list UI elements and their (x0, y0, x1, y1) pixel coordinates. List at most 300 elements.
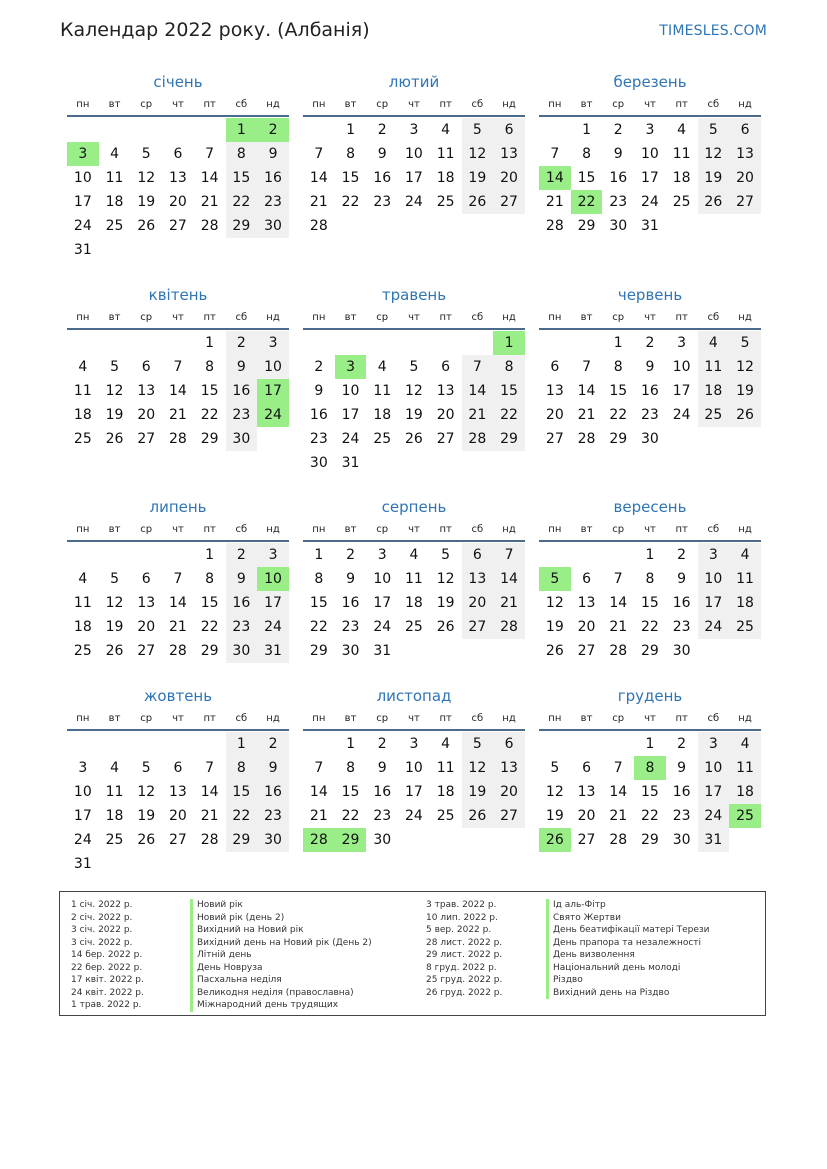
day-cell[interactable]: 7 (173, 359, 183, 375)
day-cell[interactable]: 22 (641, 808, 659, 824)
day-cell[interactable]: 10 (341, 383, 360, 399)
day-cell[interactable]: 4 (110, 760, 119, 776)
day-cell[interactable]: 4 (677, 122, 687, 138)
day-cell[interactable]: 6 (173, 760, 183, 776)
day-cell[interactable]: 10 (73, 784, 92, 800)
day-cell[interactable]: 5 (698, 118, 730, 142)
day-cell[interactable]: 27 (137, 431, 156, 447)
day-cell[interactable]: 13 (137, 595, 156, 611)
day-cell[interactable]: 17 (405, 784, 423, 800)
day-cell[interactable]: 25 (729, 804, 761, 828)
day-cell[interactable]: 2 (257, 118, 289, 142)
day-cell[interactable]: 7 (314, 760, 324, 776)
day-cell[interactable]: 7 (314, 146, 324, 162)
day-cell[interactable]: 30 (341, 643, 360, 659)
day-cell[interactable]: 2 (314, 359, 324, 375)
day-cell[interactable]: 19 (462, 166, 494, 190)
day-cell[interactable]: 24 (73, 218, 92, 234)
day-cell[interactable]: 19 (105, 407, 124, 423)
day-cell[interactable]: 21 (200, 808, 219, 824)
day-cell[interactable]: 29 (200, 643, 219, 659)
day-cell[interactable]: 7 (173, 571, 183, 587)
day-cell[interactable]: 9 (377, 760, 387, 776)
day-cell[interactable]: 4 (729, 543, 761, 567)
day-cell[interactable]: 28 (493, 615, 525, 639)
day-cell[interactable]: 11 (373, 383, 392, 399)
day-cell[interactable]: 4 (441, 122, 451, 138)
day-cell[interactable]: 1 (346, 122, 355, 138)
day-cell[interactable]: 22 (641, 619, 659, 635)
day-cell[interactable]: 17 (698, 591, 730, 615)
day-cell[interactable]: 21 (545, 194, 564, 210)
day-cell[interactable]: 30 (309, 455, 328, 471)
day-cell[interactable]: 19 (137, 194, 156, 210)
day-cell[interactable]: 7 (205, 760, 215, 776)
day-cell[interactable]: 3 (698, 732, 730, 756)
day-cell[interactable]: 9 (677, 571, 687, 587)
day-cell[interactable]: 30 (672, 643, 691, 659)
day-cell[interactable]: 5 (550, 760, 560, 776)
day-cell[interactable]: 26 (462, 804, 494, 828)
day-cell[interactable]: 30 (226, 639, 258, 663)
day-cell[interactable]: 13 (137, 383, 156, 399)
day-cell[interactable]: 3 (377, 547, 387, 563)
day-cell[interactable]: 4 (409, 547, 419, 563)
day-cell[interactable]: 9 (677, 760, 687, 776)
day-cell[interactable]: 11 (672, 146, 691, 162)
day-cell[interactable]: 21 (309, 808, 328, 824)
day-cell[interactable]: 8 (613, 359, 623, 375)
day-cell[interactable]: 29 (493, 427, 525, 451)
day-cell[interactable]: 5 (729, 331, 761, 355)
day-cell[interactable]: 4 (441, 736, 451, 752)
day-cell[interactable]: 19 (137, 808, 156, 824)
day-cell[interactable]: 28 (200, 832, 219, 848)
day-cell[interactable]: 22 (341, 808, 360, 824)
day-cell[interactable]: 26 (405, 431, 423, 447)
day-cell[interactable]: 1 (226, 732, 258, 756)
day-cell[interactable]: 13 (577, 595, 596, 611)
day-cell[interactable]: 19 (545, 619, 564, 635)
day-cell[interactable]: 18 (73, 619, 92, 635)
day-cell[interactable]: 30 (609, 218, 628, 234)
day-cell[interactable]: 24 (405, 808, 423, 824)
day-cell[interactable]: 7 (493, 543, 525, 567)
day-cell[interactable]: 14 (169, 595, 187, 611)
day-cell[interactable]: 14 (539, 166, 571, 190)
day-cell[interactable]: 7 (613, 571, 623, 587)
day-cell[interactable]: 25 (105, 218, 124, 234)
day-cell[interactable]: 23 (672, 619, 691, 635)
day-cell[interactable]: 17 (73, 194, 92, 210)
day-cell[interactable]: 14 (609, 784, 628, 800)
day-cell[interactable]: 19 (105, 619, 124, 635)
day-cell[interactable]: 6 (441, 359, 451, 375)
day-cell[interactable]: 11 (105, 170, 124, 186)
day-cell[interactable]: 3 (257, 331, 289, 355)
day-cell[interactable]: 20 (493, 166, 525, 190)
day-cell[interactable]: 2 (677, 547, 687, 563)
day-cell[interactable]: 27 (169, 218, 187, 234)
day-cell[interactable]: 27 (137, 643, 156, 659)
day-cell[interactable]: 15 (200, 595, 219, 611)
day-cell[interactable]: 12 (462, 756, 494, 780)
day-cell[interactable]: 18 (373, 407, 392, 423)
day-cell[interactable]: 6 (550, 359, 560, 375)
day-cell[interactable]: 1 (205, 547, 215, 563)
day-cell[interactable]: 3 (645, 122, 655, 138)
day-cell[interactable]: 12 (405, 383, 423, 399)
day-cell[interactable]: 26 (105, 643, 124, 659)
day-cell[interactable]: 11 (73, 595, 92, 611)
day-cell[interactable]: 14 (462, 379, 494, 403)
day-cell[interactable]: 20 (729, 166, 761, 190)
day-cell[interactable]: 19 (436, 595, 455, 611)
day-cell[interactable]: 12 (105, 383, 124, 399)
day-cell[interactable]: 1 (645, 736, 655, 752)
day-cell[interactable]: 23 (641, 407, 659, 423)
day-cell[interactable]: 10 (698, 756, 730, 780)
day-cell[interactable]: 15 (226, 780, 258, 804)
day-cell[interactable]: 10 (405, 760, 423, 776)
day-cell[interactable]: 15 (641, 784, 659, 800)
day-cell[interactable]: 6 (493, 118, 525, 142)
day-cell[interactable]: 29 (641, 643, 659, 659)
day-cell[interactable]: 10 (405, 146, 423, 162)
day-cell[interactable]: 6 (493, 732, 525, 756)
day-cell[interactable]: 28 (200, 218, 219, 234)
day-cell[interactable]: 15 (341, 170, 360, 186)
day-cell[interactable]: 16 (641, 383, 659, 399)
day-cell[interactable]: 25 (729, 615, 761, 639)
day-cell[interactable]: 1 (582, 122, 591, 138)
day-cell[interactable]: 9 (226, 355, 258, 379)
day-cell[interactable]: 12 (545, 784, 564, 800)
day-cell[interactable]: 8 (582, 146, 591, 162)
day-cell[interactable]: 22 (493, 403, 525, 427)
day-cell[interactable]: 9 (645, 359, 655, 375)
day-cell[interactable]: 24 (672, 407, 691, 423)
day-cell[interactable]: 17 (257, 591, 289, 615)
day-cell[interactable]: 18 (698, 379, 730, 403)
day-cell[interactable]: 14 (169, 383, 187, 399)
day-cell[interactable]: 21 (200, 194, 219, 210)
day-cell[interactable]: 6 (462, 543, 494, 567)
day-cell[interactable]: 6 (141, 571, 151, 587)
day-cell[interactable]: 13 (436, 383, 455, 399)
day-cell[interactable]: 14 (309, 170, 328, 186)
day-cell[interactable]: 5 (462, 118, 494, 142)
day-cell[interactable]: 23 (373, 808, 392, 824)
day-cell[interactable]: 10 (641, 146, 659, 162)
day-cell[interactable]: 24 (373, 619, 392, 635)
day-cell[interactable]: 19 (729, 379, 761, 403)
day-cell[interactable]: 22 (571, 190, 603, 214)
day-cell[interactable]: 20 (493, 780, 525, 804)
day-cell[interactable]: 5 (441, 547, 451, 563)
day-cell[interactable]: 18 (405, 595, 423, 611)
day-cell[interactable]: 30 (257, 214, 289, 238)
day-cell[interactable]: 26 (698, 190, 730, 214)
day-cell[interactable]: 14 (609, 595, 628, 611)
day-cell[interactable]: 16 (341, 595, 360, 611)
day-cell[interactable]: 21 (493, 591, 525, 615)
day-cell[interactable]: 8 (493, 355, 525, 379)
day-cell[interactable]: 29 (309, 643, 328, 659)
day-cell[interactable]: 16 (373, 170, 392, 186)
day-cell[interactable]: 22 (226, 804, 258, 828)
day-cell[interactable]: 11 (698, 355, 730, 379)
day-cell[interactable]: 4 (78, 359, 88, 375)
day-cell[interactable]: 26 (729, 403, 761, 427)
day-cell[interactable]: 12 (698, 142, 730, 166)
day-cell[interactable]: 20 (462, 591, 494, 615)
day-cell[interactable]: 11 (105, 784, 124, 800)
day-cell[interactable]: 16 (226, 591, 258, 615)
day-cell[interactable]: 6 (729, 118, 761, 142)
day-cell[interactable]: 26 (105, 431, 124, 447)
day-cell[interactable]: 25 (672, 194, 691, 210)
day-cell[interactable]: 27 (493, 804, 525, 828)
day-cell[interactable]: 28 (545, 218, 564, 234)
day-cell[interactable]: 7 (582, 359, 591, 375)
day-cell[interactable]: 25 (436, 194, 455, 210)
day-cell[interactable]: 26 (462, 190, 494, 214)
day-cell[interactable]: 24 (405, 194, 423, 210)
day-cell[interactable]: 30 (672, 832, 691, 848)
day-cell[interactable]: 20 (577, 808, 596, 824)
day-cell[interactable]: 8 (205, 359, 215, 375)
day-cell[interactable]: 15 (200, 383, 219, 399)
day-cell[interactable]: 14 (200, 784, 219, 800)
day-cell[interactable]: 27 (462, 615, 494, 639)
day-cell[interactable]: 8 (226, 756, 258, 780)
day-cell[interactable]: 13 (169, 784, 187, 800)
day-cell[interactable]: 20 (137, 407, 156, 423)
day-cell[interactable]: 29 (609, 431, 628, 447)
day-cell[interactable]: 11 (73, 383, 92, 399)
day-cell[interactable]: 23 (373, 194, 392, 210)
day-cell[interactable]: 2 (346, 547, 355, 563)
day-cell[interactable]: 24 (698, 615, 730, 639)
day-cell[interactable]: 29 (641, 832, 659, 848)
day-cell[interactable]: 23 (609, 194, 628, 210)
day-cell[interactable]: 6 (173, 146, 183, 162)
day-cell[interactable]: 18 (436, 784, 455, 800)
day-cell[interactable]: 1 (613, 335, 623, 351)
day-cell[interactable]: 21 (609, 619, 628, 635)
day-cell[interactable]: 1 (493, 331, 525, 355)
day-cell[interactable]: 17 (257, 379, 289, 403)
day-cell[interactable]: 31 (698, 828, 730, 852)
day-cell[interactable]: 24 (341, 431, 360, 447)
day-cell[interactable]: 30 (641, 431, 659, 447)
day-cell[interactable]: 11 (729, 756, 761, 780)
day-cell[interactable]: 8 (645, 571, 655, 587)
day-cell[interactable]: 3 (677, 335, 687, 351)
day-cell[interactable]: 19 (545, 808, 564, 824)
day-cell[interactable]: 12 (436, 571, 455, 587)
day-cell[interactable]: 13 (729, 142, 761, 166)
day-cell[interactable]: 17 (672, 383, 691, 399)
day-cell[interactable]: 16 (373, 784, 392, 800)
day-cell[interactable]: 9 (314, 383, 324, 399)
day-cell[interactable]: 8 (346, 760, 355, 776)
day-cell[interactable]: 7 (462, 355, 494, 379)
day-cell[interactable]: 9 (613, 146, 623, 162)
day-cell[interactable]: 23 (257, 804, 289, 828)
day-cell[interactable]: 20 (577, 619, 596, 635)
day-cell[interactable]: 12 (729, 355, 761, 379)
day-cell[interactable]: 25 (373, 431, 392, 447)
day-cell[interactable]: 5 (141, 760, 151, 776)
day-cell[interactable]: 31 (641, 218, 659, 234)
day-cell[interactable]: 13 (493, 142, 525, 166)
day-cell[interactable]: 8 (205, 571, 215, 587)
day-cell[interactable]: 18 (436, 170, 455, 186)
day-cell[interactable]: 4 (729, 732, 761, 756)
day-cell[interactable]: 28 (309, 218, 328, 234)
day-cell[interactable]: 30 (373, 832, 392, 848)
day-cell[interactable]: 16 (672, 595, 691, 611)
day-cell[interactable]: 8 (226, 142, 258, 166)
day-cell[interactable]: 26 (545, 643, 564, 659)
day-cell[interactable]: 10 (73, 170, 92, 186)
day-cell[interactable]: 27 (577, 832, 596, 848)
day-cell[interactable]: 22 (200, 407, 219, 423)
day-cell[interactable]: 11 (436, 146, 455, 162)
day-cell[interactable]: 28 (169, 431, 187, 447)
day-cell[interactable]: 28 (609, 643, 628, 659)
day-cell[interactable]: 15 (341, 784, 360, 800)
day-cell[interactable]: 19 (405, 407, 423, 423)
day-cell[interactable]: 22 (341, 194, 360, 210)
day-cell[interactable]: 4 (377, 359, 387, 375)
day-cell[interactable]: 5 (462, 732, 494, 756)
day-cell[interactable]: 25 (405, 619, 423, 635)
day-cell[interactable]: 26 (539, 828, 571, 852)
day-cell[interactable]: 10 (672, 359, 691, 375)
day-cell[interactable]: 24 (73, 832, 92, 848)
day-cell[interactable]: 1 (346, 736, 355, 752)
day-cell[interactable]: 6 (141, 359, 151, 375)
day-cell[interactable]: 7 (205, 146, 215, 162)
day-cell[interactable]: 19 (698, 166, 730, 190)
day-cell[interactable]: 20 (169, 194, 187, 210)
day-cell[interactable]: 22 (309, 619, 328, 635)
day-cell[interactable]: 27 (436, 431, 455, 447)
day-cell[interactable]: 28 (609, 832, 628, 848)
day-cell[interactable]: 3 (409, 736, 419, 752)
day-cell[interactable]: 3 (78, 760, 88, 776)
day-cell[interactable]: 13 (462, 567, 494, 591)
day-cell[interactable]: 29 (226, 214, 258, 238)
day-cell[interactable]: 21 (577, 407, 596, 423)
day-cell[interactable]: 22 (226, 190, 258, 214)
day-cell[interactable]: 4 (78, 571, 88, 587)
day-cell[interactable]: 18 (105, 808, 124, 824)
day-cell[interactable]: 13 (493, 756, 525, 780)
day-cell[interactable]: 17 (341, 407, 360, 423)
day-cell[interactable]: 24 (257, 615, 289, 639)
day-cell[interactable]: 10 (698, 567, 730, 591)
day-cell[interactable]: 16 (609, 170, 628, 186)
day-cell[interactable]: 25 (105, 832, 124, 848)
day-cell[interactable]: 27 (493, 190, 525, 214)
day-cell[interactable]: 19 (462, 780, 494, 804)
day-cell[interactable]: 29 (226, 828, 258, 852)
day-cell[interactable]: 24 (698, 804, 730, 828)
day-cell[interactable]: 31 (373, 643, 392, 659)
day-cell[interactable]: 11 (405, 571, 423, 587)
day-cell[interactable]: 3 (257, 543, 289, 567)
day-cell[interactable]: 15 (493, 379, 525, 403)
day-cell[interactable]: 9 (257, 142, 289, 166)
day-cell[interactable]: 12 (105, 595, 124, 611)
day-cell[interactable]: 23 (226, 403, 258, 427)
day-cell[interactable]: 9 (346, 571, 355, 587)
day-cell[interactable]: 17 (405, 170, 423, 186)
day-cell[interactable]: 31 (257, 639, 289, 663)
day-cell[interactable]: 23 (341, 619, 360, 635)
day-cell[interactable]: 14 (309, 784, 328, 800)
day-cell[interactable]: 9 (257, 756, 289, 780)
day-cell[interactable]: 4 (698, 331, 730, 355)
day-cell[interactable]: 24 (641, 194, 659, 210)
day-cell[interactable]: 1 (314, 547, 324, 563)
day-cell[interactable]: 21 (609, 808, 628, 824)
day-cell[interactable]: 20 (545, 407, 564, 423)
day-cell[interactable]: 2 (257, 732, 289, 756)
day-cell[interactable]: 17 (641, 170, 659, 186)
day-cell[interactable]: 12 (137, 784, 156, 800)
day-cell[interactable]: 1 (645, 547, 655, 563)
day-cell[interactable]: 2 (677, 736, 687, 752)
day-cell[interactable]: 11 (729, 567, 761, 591)
day-cell[interactable]: 15 (609, 383, 628, 399)
day-cell[interactable]: 29 (200, 431, 219, 447)
day-cell[interactable]: 23 (309, 431, 328, 447)
day-cell[interactable]: 17 (73, 808, 92, 824)
day-cell[interactable]: 28 (169, 643, 187, 659)
day-cell[interactable]: 12 (545, 595, 564, 611)
day-cell[interactable]: 18 (105, 194, 124, 210)
day-cell[interactable]: 18 (729, 591, 761, 615)
day-cell[interactable]: 31 (341, 455, 360, 471)
day-cell[interactable]: 4 (110, 146, 119, 162)
day-cell[interactable]: 1 (226, 118, 258, 142)
day-cell[interactable]: 20 (137, 619, 156, 635)
day-cell[interactable]: 14 (577, 383, 596, 399)
day-cell[interactable]: 13 (577, 784, 596, 800)
day-cell[interactable]: 8 (634, 756, 666, 780)
day-cell[interactable]: 21 (169, 407, 187, 423)
day-cell[interactable]: 9 (226, 567, 258, 591)
day-cell[interactable]: 5 (110, 571, 119, 587)
day-cell[interactable]: 18 (729, 780, 761, 804)
day-cell[interactable]: 25 (73, 643, 92, 659)
day-cell[interactable]: 3 (409, 122, 419, 138)
day-cell[interactable]: 12 (137, 170, 156, 186)
day-cell[interactable]: 17 (698, 780, 730, 804)
day-cell[interactable]: 2 (377, 736, 387, 752)
day-cell[interactable]: 1 (205, 335, 215, 351)
day-cell[interactable]: 8 (314, 571, 324, 587)
day-cell[interactable]: 27 (545, 431, 564, 447)
day-cell[interactable]: 26 (436, 619, 455, 635)
day-cell[interactable]: 28 (577, 431, 596, 447)
day-cell[interactable]: 31 (73, 856, 92, 872)
